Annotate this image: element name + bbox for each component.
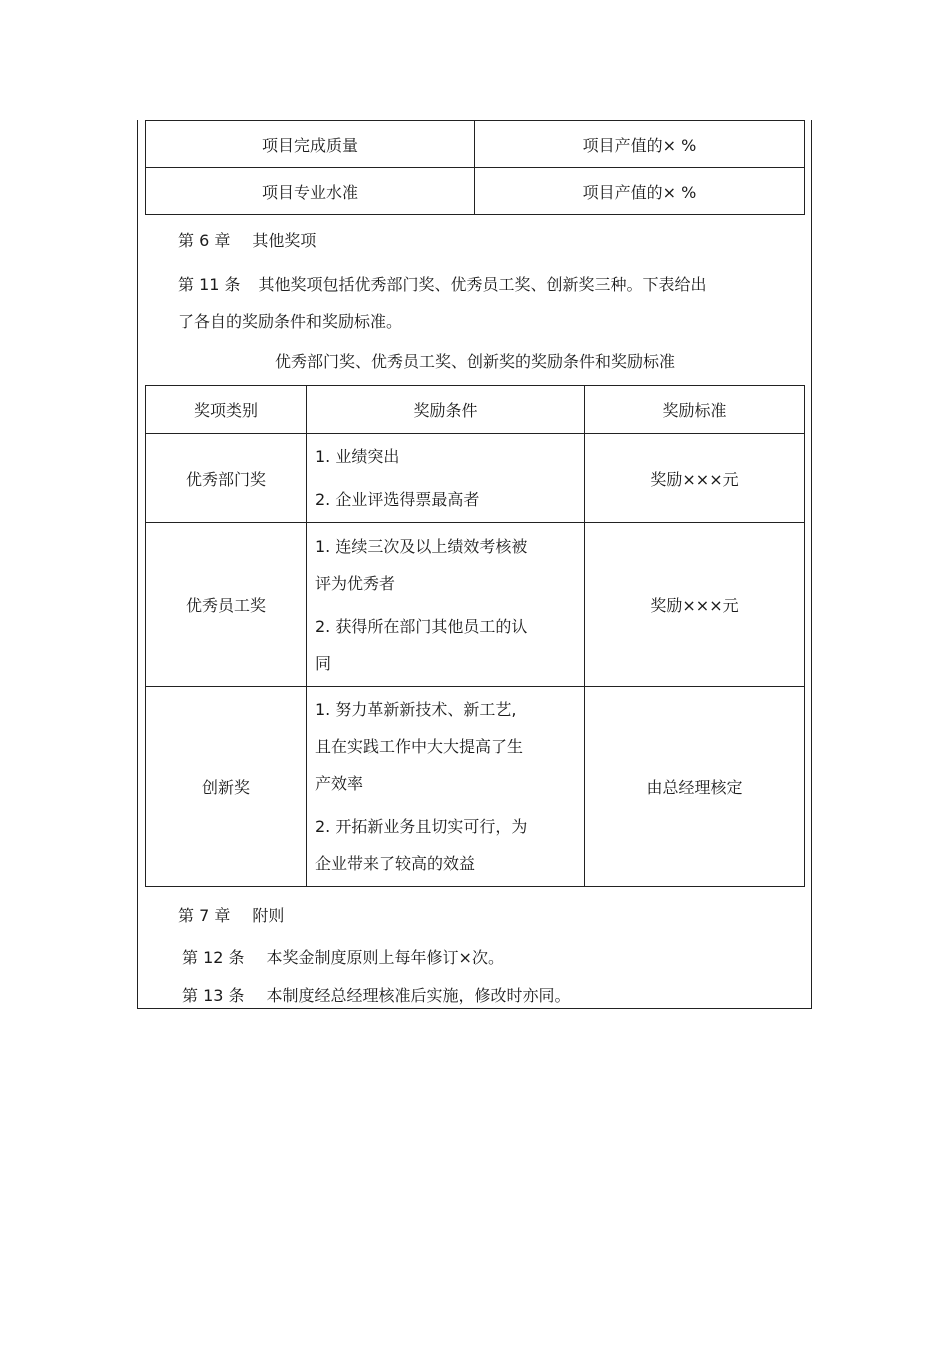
condition-line: 评为优秀者 [315,573,396,593]
table-cell-item: 项目专业水准 [146,168,475,215]
article-13 [182,983,571,1006]
project-ratio-table [145,120,805,215]
award-table [145,385,805,887]
header-category: 奖项类别 [146,386,307,434]
award-table-caption: 优秀部门奖、优秀员工奖、创新奖的奖励条件和奖励标准 [274,352,675,371]
article-11-line1 [178,272,707,295]
award-category: 创新奖 [146,687,307,887]
award-conditions [307,434,585,523]
condition-line: 2. 获得所在部门其他员工的认 [315,616,528,636]
table-row [146,168,805,215]
header-standard: 奖励标准 [585,386,805,434]
award-standard: 奖励×××元 [585,523,805,687]
article-text: 本奖金制度原则上每年修订×次。 [266,948,504,967]
table-cell-value: 项目产值的× % [475,168,805,215]
award-standard: 奖励×××元 [585,434,805,523]
condition-line: 1. 努力革新新技术、新工艺, [315,700,517,719]
article-label: 第 11 条 [178,275,241,294]
table-cell-item: 项目完成质量 [146,121,475,168]
award-conditions [307,687,585,887]
award-standard: 由总经理核定 [585,687,805,887]
table-row [146,687,805,887]
chapter-label: 第 6 章 [178,231,231,250]
article-label: 第 12 条 [182,948,245,967]
condition-line: 2. 企业评选得票最高者 [315,490,480,509]
award-category: 优秀员工奖 [146,523,307,687]
condition-line: 1. 业绩突出 [315,447,400,466]
table-header-row [146,386,805,434]
chapter-title: 其他奖项 [252,231,317,250]
condition-line: 1. 连续三次及以上绩效考核被 [315,536,528,556]
article-text: 本制度经总经理核准后实施，修改时亦同。 [266,986,571,1005]
table-row [146,434,805,523]
condition-line: 企业带来了较高的效益 [315,854,476,873]
header-conditions: 奖励条件 [307,386,585,434]
condition-line: 产效率 [315,774,364,793]
chapter-6-heading [178,228,316,251]
condition-line: 同 [315,653,332,673]
table-row [146,121,805,168]
article-12 [182,945,504,968]
table-cell-value: 项目产值的× % [475,121,805,168]
condition-line: 2. 开拓新业务且切实可行，为 [315,817,528,836]
chapter-title: 附则 [252,906,285,925]
condition-line: 且在实践工作中大大提高了生 [315,737,524,756]
chapter-7-heading [178,903,284,926]
chapter-label: 第 7 章 [178,906,231,925]
award-conditions [307,523,585,687]
table-row [146,523,805,687]
article-11-line2: 了各自的奖励条件和奖励标准。 [178,312,403,331]
article-label: 第 13 条 [182,986,245,1005]
article-text: 其他奖项包括优秀部门奖、优秀员工奖、创新奖三种。下表给出 [258,275,707,294]
award-category: 优秀部门奖 [146,434,307,523]
